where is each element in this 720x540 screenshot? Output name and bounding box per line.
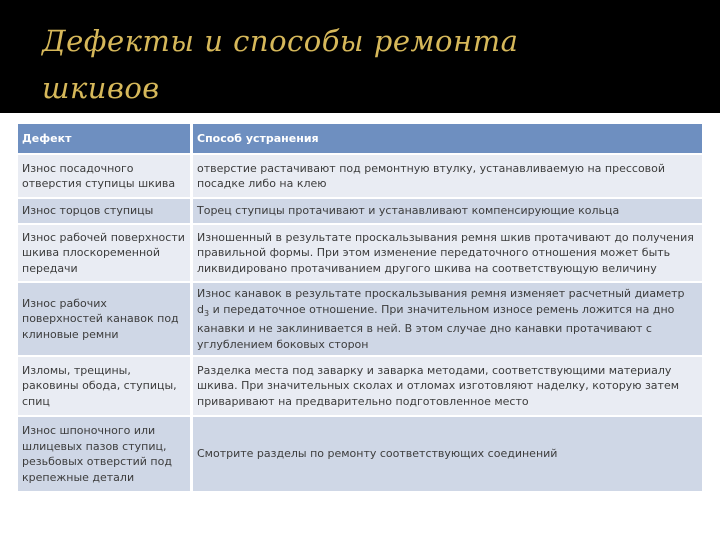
- repair-table: [18, 122, 702, 493]
- defect-cell: Износ рабочих поверхностей канавок под клиновые ремни: [18, 283, 193, 355]
- slide-title-line-1: Дефекты и способы ремонта: [42, 24, 519, 58]
- defect-cell: Износ торцов ступицы: [18, 199, 193, 223]
- method-cell: отверстие растачивают под ремонтную втулку, устанавливаемую на прессовой посадке либо на клею: [193, 155, 702, 197]
- slide-title-line-2: шкивов: [42, 71, 160, 105]
- slide-header: [0, 0, 720, 113]
- defect-cell: Изломы, трещины, раковины обода, ступицы, спиц: [18, 357, 193, 415]
- method-text-part: и передаточное отношение. При значительном износе ремень ложится на дно канавки и не заклинивается в ней. В этом случае дно канавки протачивают с углублением боковых сторон: [197, 302, 675, 351]
- defect-cell: Износ посадочного отверстия ступицы шкива: [18, 155, 193, 197]
- table-row: [18, 283, 702, 355]
- method-cell: Разделка места под заварку и заварка методами, соответствующими материалу шкива. При значительных сколах и отломах изготовляют наделку, которую затем приваривают на предварительно подготовленное место: [193, 357, 702, 415]
- defect-cell: Износ шпоночного или шлицевых пазов ступиц, резьбовых отверстий под крепежные детали: [18, 417, 193, 491]
- table-row: [18, 155, 702, 197]
- method-text-part: Износ канавок в результате проскальзывания ремня изменяет расчетный диаметр d: [197, 287, 685, 316]
- slide-title: [42, 18, 682, 112]
- method-cell: Торец ступицы протачивают и устанавливают компенсирующие кольца: [193, 199, 702, 223]
- method-cell: Изношенный в результате проскальзывания ремня шкив протачивают до получения правильной формы. При этом изменение передаточного отношения может быть ликвидировано протачиванием другого шкива на соответствующую величину: [193, 225, 702, 281]
- method-cell: Смотрите разделы по ремонту соответствующих соединений: [193, 417, 702, 491]
- column-header-defect: Дефект: [18, 124, 193, 153]
- table-row: [18, 225, 702, 281]
- table-header-row: [18, 124, 702, 153]
- method-cell: [193, 283, 702, 355]
- table-row: [18, 199, 702, 223]
- table-row: [18, 417, 702, 491]
- method-subscript: 3: [203, 308, 210, 318]
- repair-table-wrapper: [18, 122, 702, 493]
- column-header-method: Способ устранения: [193, 124, 702, 153]
- defect-cell: Износ рабочей поверхности шкива плоскоременной передачи: [18, 225, 193, 281]
- table-row: [18, 357, 702, 415]
